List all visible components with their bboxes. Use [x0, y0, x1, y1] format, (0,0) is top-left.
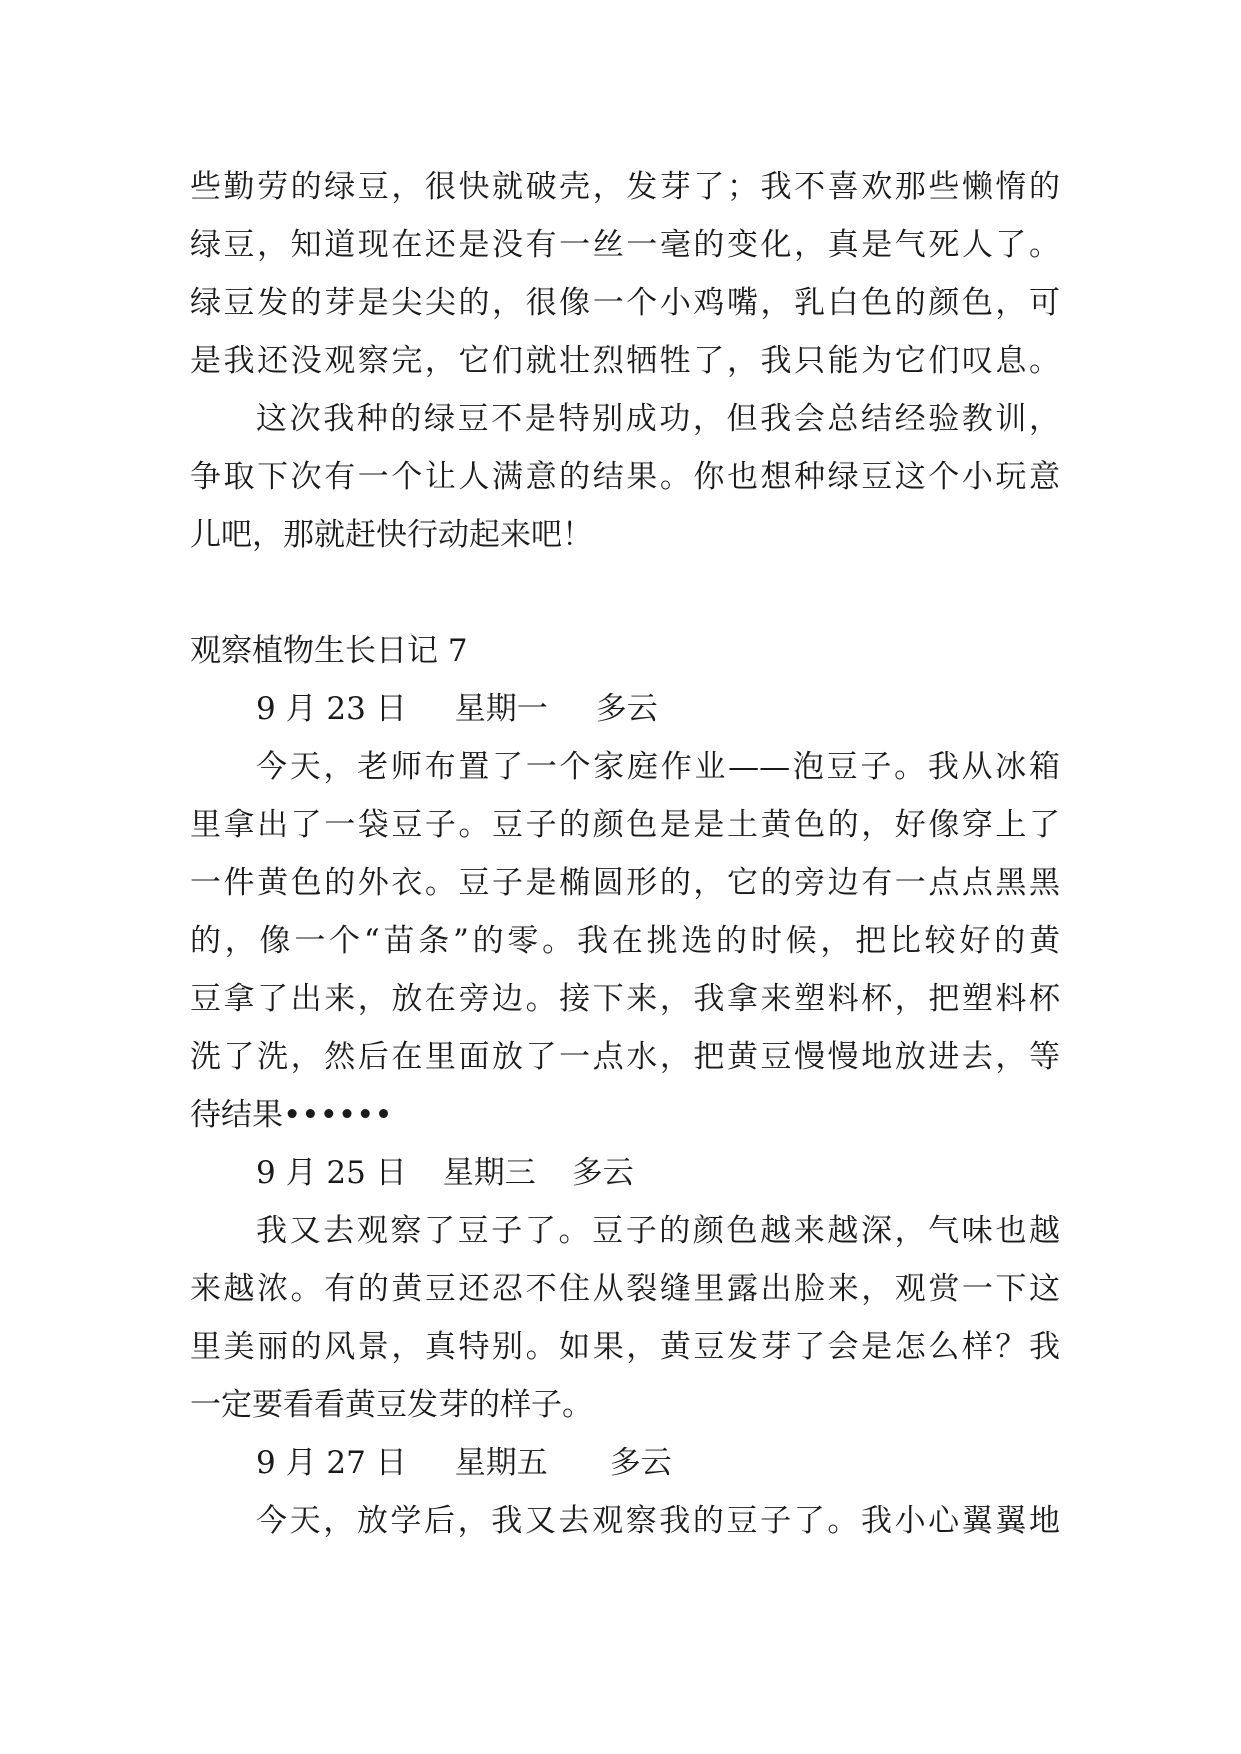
document-body	[190, 158, 1060, 1550]
text-line: 一定要看看黄豆发芽的样子。	[190, 1387, 593, 1423]
entry-date-line	[190, 1144, 1060, 1202]
text-line: 今天，放学后，我又去观察我的豆子了。我小心翼翼地	[256, 1503, 1060, 1539]
text-line: 今天，老师布置了一个家庭作业——泡豆子。我从冰箱	[256, 749, 1060, 785]
text-line: 来越浓。有的黄豆还忍不住从裂缝里露出脸来，观赏一下这	[190, 1271, 1060, 1307]
text-line: 的，像一个“苗条”的零。我在挑选的时候，把比较好的黄	[190, 923, 1060, 959]
entry-weather: 多云	[609, 1445, 672, 1481]
entry-date-line	[190, 680, 1060, 738]
text-line: 我又去观察了豆子了。豆子的颜色越来越深，气味也越	[256, 1213, 1060, 1249]
diary-entry-3	[190, 1434, 1060, 1550]
text-line: 儿吧，那就赶快行动起来吧！	[190, 517, 593, 553]
text-line: 豆拿了出来，放在旁边。接下来，我拿来塑料杯，把塑料杯	[190, 981, 1060, 1017]
section-title: 观察植物生长日记 7	[190, 633, 468, 669]
diary-entry-1	[190, 680, 1060, 1144]
entry-date: 9 月 27 日	[256, 1445, 407, 1481]
blank-line	[190, 564, 1060, 622]
entry-date: 9 月 23 日	[256, 691, 407, 727]
text-line: 里美丽的风景，真特别。如果，黄豆发芽了会是怎么样？我	[190, 1329, 1060, 1365]
entry-weekday: 星期三	[442, 1155, 536, 1191]
text-line: 洗了洗，然后在里面放了一点水，把黄豆慢慢地放进去，等	[190, 1039, 1060, 1075]
text-line: 是我还没观察完，它们就壮烈牺牲了，我只能为它们叹息。	[190, 343, 1060, 379]
text-line: 待结果••••••	[190, 1097, 393, 1133]
entry-date-line	[190, 1434, 1060, 1492]
text-line: 一件黄色的外衣。豆子是椭圆形的，它的旁边有一点点黑黑	[190, 865, 1060, 901]
text-line: 里拿出了一袋豆子。豆子的颜色是是土黄色的，好像穿上了	[190, 807, 1060, 843]
text-line: 绿豆发的芽是尖尖的，很像一个小鸡嘴，乳白色的颜色，可	[190, 285, 1060, 321]
entry-weather: 多云	[595, 691, 658, 727]
paragraph-conclusion	[190, 390, 1060, 564]
entry-weekday: 星期一	[454, 691, 548, 727]
text-line: 争取下次有一个让人满意的结果。你也想种绿豆这个小玩意	[190, 459, 1060, 495]
diary-entry-2	[190, 1144, 1060, 1434]
entry-weather: 多云	[571, 1155, 634, 1191]
entry-weekday: 星期五	[454, 1445, 548, 1481]
paragraph-mung-bean-sprouting	[190, 158, 1060, 390]
text-line: 些勤劳的绿豆，很快就破壳，发芽了；我不喜欢那些懒惰的	[190, 169, 1060, 205]
text-line: 绿豆，知道现在还是没有一丝一毫的变化，真是气死人了。	[190, 227, 1060, 263]
entry-date: 9 月 25 日	[256, 1155, 407, 1191]
text-line: 这次我种的绿豆不是特别成功，但我会总结经验教训，	[256, 401, 1060, 437]
